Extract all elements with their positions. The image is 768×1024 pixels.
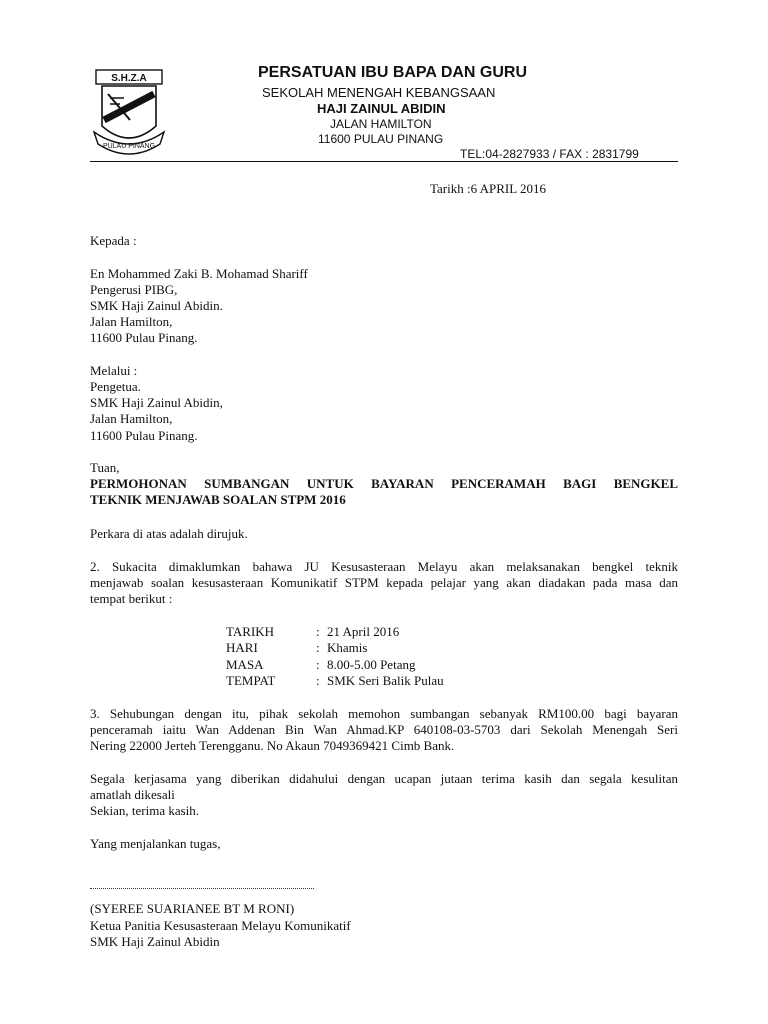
detail-label: TEMPAT bbox=[226, 673, 276, 688]
signature-line bbox=[90, 888, 314, 889]
school-name: HAJI ZAINUL ABIDIN bbox=[317, 101, 446, 116]
paragraph-2-line-1: 2. Sukacita dimaklumkan bahawa JU Kesusasteraan Melayu akan melaksanakan bengkel teknik bbox=[90, 559, 678, 574]
paragraph-4-line-2: amatlah dikesali bbox=[90, 787, 175, 802]
recipient-heading: Kepada : bbox=[90, 233, 137, 248]
letter-date: Tarikh :6 APRIL 2016 bbox=[430, 181, 546, 196]
signatory-school: SMK Haji Zainul Abidin bbox=[90, 934, 220, 949]
recipient-line: Jalan Hamilton, bbox=[90, 314, 173, 329]
detail-label: HARI bbox=[226, 640, 258, 655]
via-line: SMK Haji Zainul Abidin, bbox=[90, 395, 223, 410]
school-contact: TEL:04-2827933 / FAX : 2831799 bbox=[460, 147, 639, 161]
paragraph-3-line-2: penceramah iaitu Wan Addenan Bin Wan Ahmad.KP 640108-03-5703 dari Sekolah Menengah Seri bbox=[90, 722, 678, 737]
closing: Yang menjalankan tugas, bbox=[90, 836, 221, 851]
paragraph-3-line-3: Nering 22000 Jerteh Terengganu. No Akaun 7049369421 Cimb Bank. bbox=[90, 738, 455, 753]
detail-separator: : bbox=[316, 624, 320, 639]
paragraph-2-line-2: menjawab soalan kesusasteraan Komunikatif STPM kepada pelajar yang akan diadakan pada masa dan bbox=[90, 575, 678, 590]
detail-label: TARIKH bbox=[226, 624, 275, 639]
school-street: JALAN HAMILTON bbox=[330, 117, 432, 131]
detail-separator: : bbox=[316, 640, 320, 655]
detail-value: SMK Seri Balik Pulau bbox=[327, 673, 444, 688]
subject-line-1: PERMOHONAN SUMBANGAN UNTUK BAYARAN PENCERAMAH BAGI BENGKEL bbox=[90, 476, 678, 491]
via-line: 11600 Pulau Pinang. bbox=[90, 428, 198, 443]
detail-value: 8.00-5.00 Petang bbox=[327, 657, 416, 672]
subject-line-2: TEKNIK MENJAWAB SOALAN STPM 2016 bbox=[90, 492, 346, 507]
detail-value: Khamis bbox=[327, 640, 368, 655]
paragraph-4-line-3: Sekian, terima kasih. bbox=[90, 803, 200, 818]
recipient-line: 11600 Pulau Pinang. bbox=[90, 330, 198, 345]
via-heading: Melalui : bbox=[90, 363, 138, 378]
via-line: Pengetua. bbox=[90, 379, 141, 394]
salutation: Tuan, bbox=[90, 460, 120, 475]
recipient-line: SMK Haji Zainul Abidin. bbox=[90, 298, 223, 313]
detail-separator: : bbox=[316, 657, 320, 672]
paragraph-3-line-1: 3. Sehubungan dengan itu, pihak sekolah memohon sumbangan sebanyak RM100.00 bagi bayaran bbox=[90, 706, 678, 721]
paragraph-1: Perkara di atas adalah dirujuk. bbox=[90, 526, 248, 541]
detail-label: MASA bbox=[226, 657, 264, 672]
paragraph-4-line-1: Segala kerjasama yang diberikan didahului dengan ucapan jutaan terima kasih dan segala kesulitan bbox=[90, 771, 678, 786]
crest-text: S.H.Z.A bbox=[111, 73, 147, 84]
recipient-line: En Mohammed Zaki B. Mohamad Shariff bbox=[90, 266, 308, 281]
signatory-title: Ketua Panitia Kesusasteraan Melayu Komunikatif bbox=[90, 918, 351, 933]
org-name: PERSATUAN IBU BAPA DAN GURU bbox=[258, 64, 528, 81]
school-city: 11600 PULAU PINANG bbox=[318, 132, 444, 146]
school-crest bbox=[90, 68, 168, 158]
recipient-line: Pengerusi PIBG, bbox=[90, 282, 178, 297]
via-line: Jalan Hamilton, bbox=[90, 411, 173, 426]
detail-value: 21 April 2016 bbox=[327, 624, 400, 639]
signatory-name: (SYEREE SUARIANEE BT M RONI) bbox=[90, 901, 295, 916]
crest-ribbon-text: PULAU PINANG bbox=[102, 143, 156, 150]
detail-separator: : bbox=[316, 673, 320, 688]
paragraph-2-line-3: tempat berikut : bbox=[90, 591, 173, 606]
letterhead-divider bbox=[90, 161, 678, 162]
school-type: SEKOLAH MENENGAH KEBANGSAAN bbox=[262, 85, 496, 100]
